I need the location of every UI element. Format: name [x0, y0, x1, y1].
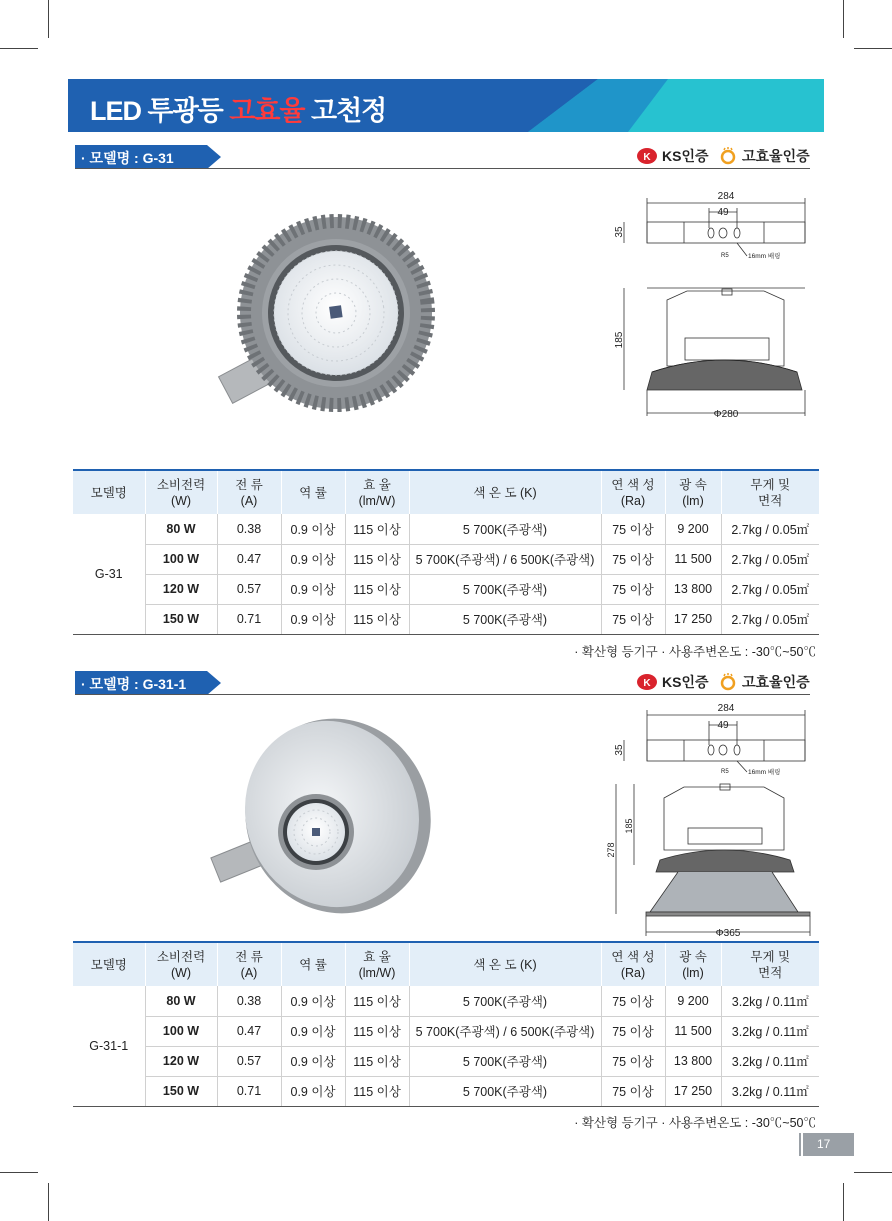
ks-cert: K KS인증: [636, 146, 709, 166]
product-image-g31: [196, 208, 446, 418]
dim-diameter: Φ280: [713, 409, 739, 420]
crop-mark: [48, 1183, 49, 1221]
model-tab-label: · 모델명 : G-31-1: [81, 676, 187, 692]
col-efficacy: 효 율 (lm/W): [345, 470, 409, 514]
crop-mark: [854, 1172, 892, 1173]
table-header-row: [73, 942, 819, 986]
ks-cert: K KS인증: [636, 672, 709, 692]
col-weight: 무게 및 면적: [721, 942, 819, 986]
model-tab-label: · 모델명 : G-31: [81, 150, 174, 166]
table-row: 150 W 0.71 0.9 이상 115 이상 5 700K(주광색) 75 이상 17 250 3.2kg / 0.11㎡: [73, 1076, 819, 1106]
product-image-g31-1: [208, 716, 434, 914]
col-pf: 역 률: [281, 470, 345, 514]
model-tab-g31-1: [75, 671, 223, 695]
dim-height: 35: [614, 744, 625, 756]
dim-slot: 16mm 배링: [748, 769, 781, 776]
table-row: 150 W 0.71 0.9 이상 115 이상 5 700K(주광색) 75 이상 17 250 2.7kg / 0.05㎡: [73, 604, 819, 634]
dim-body-height: 185: [624, 818, 634, 834]
page-title: LED 투광등 고효율 고천정: [90, 96, 387, 126]
technical-drawing-g31: [612, 188, 812, 420]
col-pf: 역 률: [281, 942, 345, 986]
spec-table-g31-1: [73, 941, 819, 1107]
dim-width: 284: [717, 191, 735, 202]
crop-mark: [843, 1183, 844, 1221]
technical-drawing-g31-1: [608, 700, 818, 940]
col-flux: 광 속 (lm): [665, 470, 721, 514]
model-cell: G-31: [73, 514, 145, 634]
footnote-g31: · 확산형 등기구 · 사용주변온도 : -30℃~50℃: [574, 645, 816, 659]
efficiency-cert: 고효율인증: [718, 146, 810, 166]
efficiency-cert-icon: [718, 147, 738, 165]
dim-height: 35: [614, 226, 625, 238]
dim-slot: 16mm 배링: [748, 253, 781, 260]
dim-hole-span: 49: [717, 720, 729, 731]
table-row: 120 W 0.57 0.9 이상 115 이상 5 700K(주광색) 75 이상 13 800 3.2kg / 0.11㎡: [73, 1046, 819, 1076]
dim-diameter: Φ365: [715, 928, 741, 939]
col-flux: 광 속 (lm): [665, 942, 721, 986]
efficiency-cert: 고효율인증: [718, 672, 810, 692]
table-row: 120 W 0.57 0.9 이상 115 이상 5 700K(주광색) 75 이상 13 800 2.7kg / 0.05㎡: [73, 574, 819, 604]
section-divider: [75, 694, 810, 695]
crop-mark: [48, 0, 49, 38]
svg-text:K: K: [643, 678, 651, 689]
dim-total-height: 278: [606, 842, 616, 858]
model-cell: G-31-1: [73, 986, 145, 1106]
col-cri: 연 색 성 (Ra): [601, 470, 665, 514]
dim-radius: R5: [721, 253, 729, 259]
page-number: 17: [803, 1133, 854, 1156]
dim-width: 284: [717, 703, 735, 714]
col-efficacy: 효 율 (lm/W): [345, 942, 409, 986]
section-divider: [75, 168, 810, 169]
col-current: 전 류 (A): [217, 470, 281, 514]
table-header-row: [73, 470, 819, 514]
crop-mark: [0, 1172, 38, 1173]
table-row: 100 W 0.47 0.9 이상 115 이상 5 700K(주광색) / 6 500K(주광색) 75 이상 11 500 2.7kg / 0.05㎡: [73, 544, 819, 574]
col-current: 전 류 (A): [217, 942, 281, 986]
page-number-accent: [799, 1133, 801, 1156]
header-banner: [68, 79, 824, 132]
crop-mark: [843, 0, 844, 38]
col-model: 모델명: [73, 942, 145, 986]
col-cct: 색 온 도 (K): [409, 942, 601, 986]
table-row: 100 W 0.47 0.9 이상 115 이상 5 700K(주광색) / 6 500K(주광색) 75 이상 11 500 3.2kg / 0.11㎡: [73, 1016, 819, 1046]
dim-hole-span: 49: [717, 207, 729, 218]
crop-mark: [854, 48, 892, 49]
efficiency-cert-icon: [718, 673, 738, 691]
table-row: G-31-1 80 W 0.38 0.9 이상 115 이상 5 700K(주광색) 75 이상 9 200 3.2kg / 0.11㎡: [73, 986, 819, 1016]
spec-table-g31: [73, 469, 819, 635]
model-tab-g31: [75, 145, 223, 169]
dim-body-height: 185: [614, 331, 625, 349]
svg-text:K: K: [643, 152, 651, 163]
crop-mark: [0, 48, 38, 49]
ks-cert-icon: [636, 147, 658, 165]
table-row: G-31 80 W 0.38 0.9 이상 115 이상 5 700K(주광색) 75 이상 9 200 2.7kg / 0.05㎡: [73, 514, 819, 544]
col-weight: 무게 및 면적: [721, 470, 819, 514]
col-cct: 색 온 도 (K): [409, 470, 601, 514]
col-cri: 연 색 성 (Ra): [601, 942, 665, 986]
col-power: 소비전력 (W): [145, 470, 217, 514]
footnote-g31-1: · 확산형 등기구 · 사용주변온도 : -30℃~50℃: [574, 1116, 816, 1130]
ks-cert-icon: [636, 673, 658, 691]
dim-radius: R5: [721, 769, 729, 775]
col-power: 소비전력 (W): [145, 942, 217, 986]
col-model: 모델명: [73, 470, 145, 514]
